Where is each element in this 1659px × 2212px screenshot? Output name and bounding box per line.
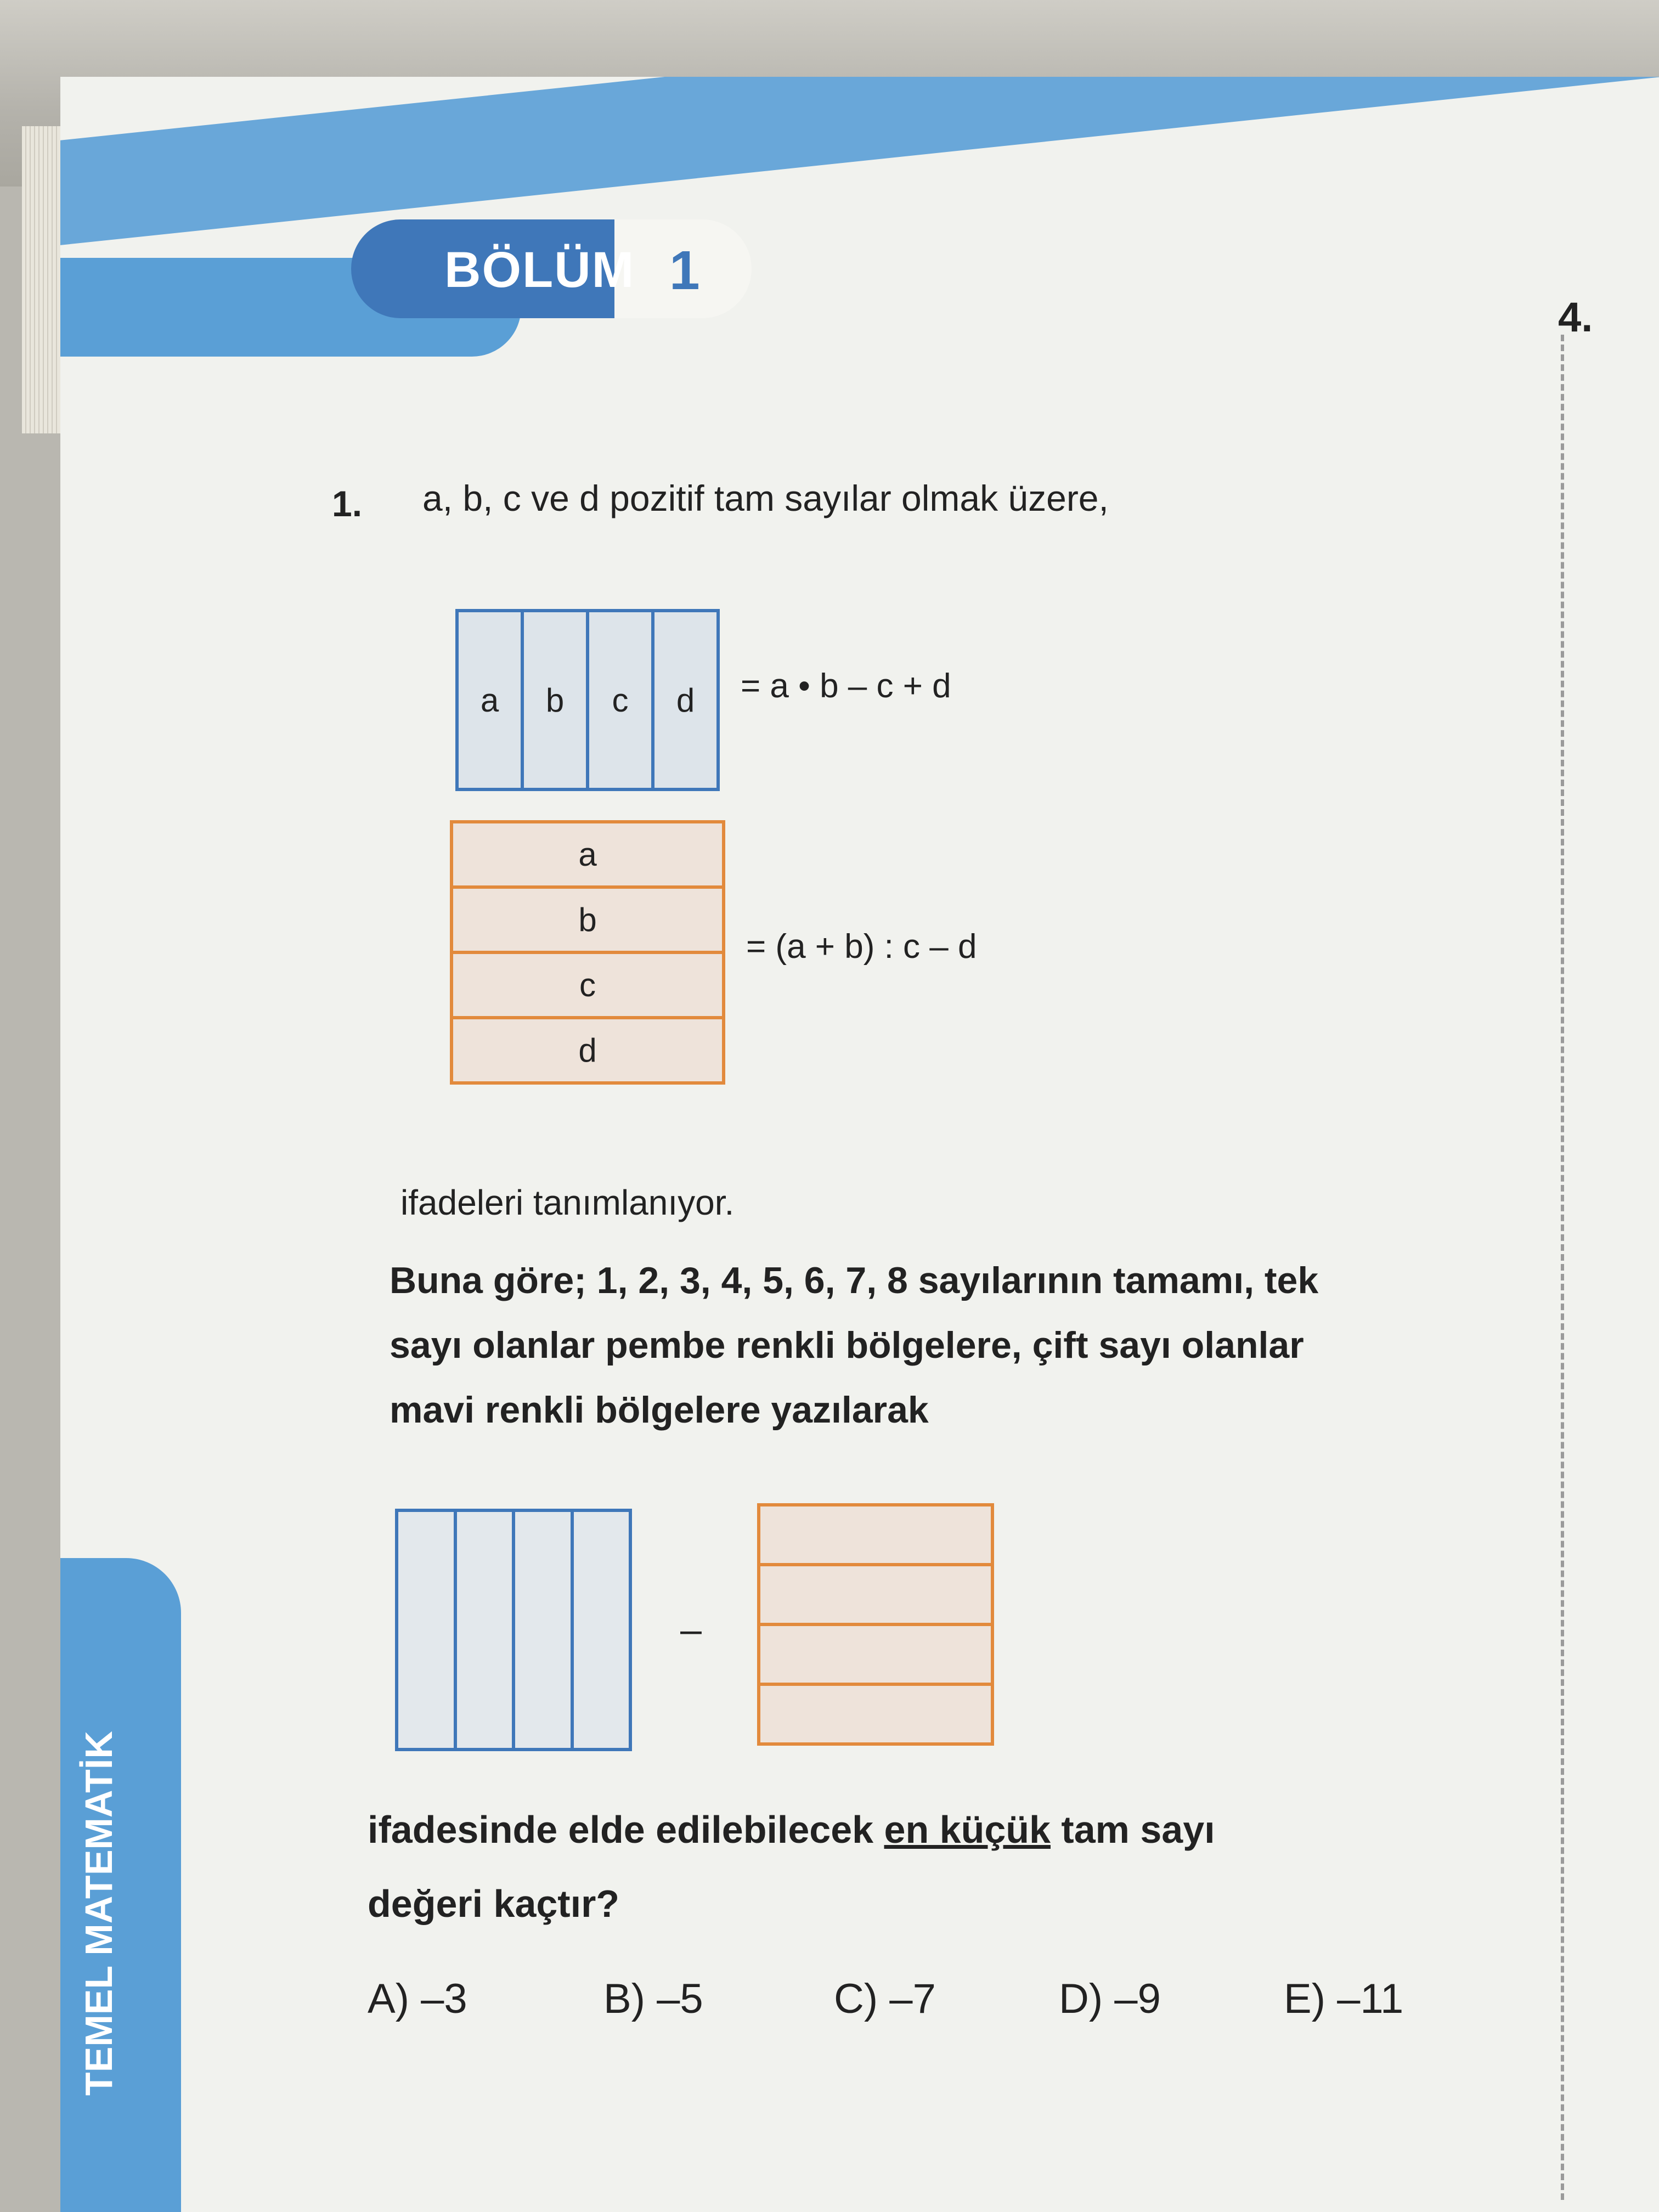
empty-vertical-box (395, 1509, 632, 1751)
question-prompt: ifadesinde elde edilebilecek en küçük tam sayı (368, 1808, 1215, 1851)
box-cell: c (453, 954, 722, 1019)
question-body (390, 1248, 1487, 1442)
section-number: 1 (669, 240, 700, 301)
horizontal-box-expression: = (a + b) : c – d (746, 928, 977, 966)
emphasis-text: en küçük (884, 1808, 1051, 1851)
option-a[interactable]: A) –3 (368, 1976, 467, 2022)
body-line: sayı olanlar pembe renkli bölgelere, çift sayı olanlar (390, 1324, 1304, 1366)
minus-operator: – (680, 1608, 702, 1651)
question-number: 1. (332, 483, 363, 524)
question-prompt-line2: değeri kaçtır? (368, 1882, 620, 1925)
option-c[interactable]: C) –7 (834, 1976, 936, 2022)
defined-text: ifadeleri tanımlanıyor. (400, 1183, 735, 1222)
box-cell: b (453, 889, 722, 954)
box-cell: b (524, 612, 589, 788)
vertical-box-definition (455, 609, 720, 791)
header-stripe (60, 77, 1659, 246)
body-line: Buna göre; 1, 2, 3, 4, 5, 6, 7, 8 sayılarının tamamı, tek (390, 1260, 1319, 1301)
box-cell: d (676, 681, 695, 719)
side-tab-label: TEMEL MATEMATİK (77, 1731, 120, 2096)
box-cell: a (459, 612, 524, 788)
horizontal-box-definition (450, 820, 725, 1085)
option-d[interactable]: D) –9 (1059, 1976, 1161, 2022)
option-e[interactable]: E) –11 (1284, 1976, 1404, 2022)
box-cell: c (589, 612, 654, 788)
box-cell: a (453, 823, 722, 889)
vertical-box-expression: = a • b – c + d (741, 667, 951, 705)
section-label: BÖLÜM (444, 242, 635, 298)
section-badge (351, 219, 746, 318)
book-page (60, 77, 1659, 2212)
question-intro: a, b, c ve d pozitif tam sayılar olmak üzere, (422, 478, 1109, 518)
page-number: 4. (1558, 294, 1593, 341)
option-b[interactable]: B) –5 (603, 1976, 703, 2022)
page-edges (22, 126, 66, 433)
column-divider (1561, 335, 1564, 2200)
body-line: mavi renkli bölgelere yazılarak (390, 1389, 929, 1431)
empty-horizontal-box (757, 1503, 994, 1746)
box-cell: d (578, 1032, 597, 1069)
